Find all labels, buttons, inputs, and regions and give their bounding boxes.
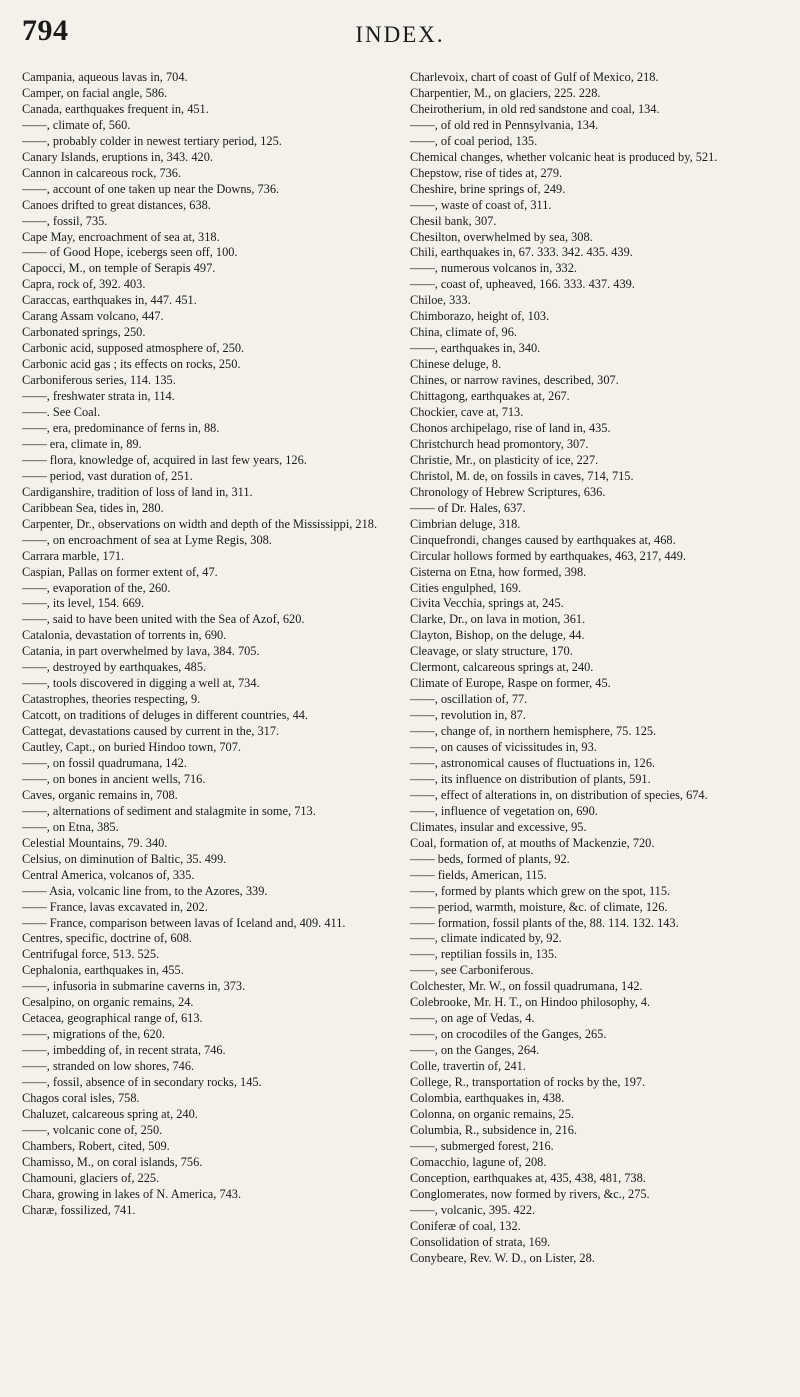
index-entry: ——, destroyed by earthquakes, 485. [22,660,207,675]
index-entry: Civita Vecchia, springs at, 245. [410,596,564,611]
index-entry: Clermont, calcareous springs at, 240. [410,660,594,675]
index-entry: Conglomerates, now formed by rivers, &c., 275. [410,1186,650,1201]
index-entry: ——, on causes of vicissitudes in, 93. [410,740,597,755]
index-entry: ——, reptilian fossils in, 135. [410,947,558,962]
index-entry: Cetacea, geographical range of, 613. [22,1011,203,1026]
index-entry: Cinquefrondi, changes caused by earthquakes at, 468. [410,532,676,547]
index-entry: Climates, insular and excessive, 95. [410,819,587,834]
index-entry: Chimborazo, height of, 103. [410,309,550,324]
index-entry: ——, volcanic cone of, 250. [22,1122,163,1137]
index-entry: Central America, volcanos of, 335. [22,867,195,882]
index-entry: Charæ, fossilized, 741. [22,1202,136,1217]
index-entry: ——, volcanic, 395. 422. [410,1202,536,1217]
index-entry: Caribbean Sea, tides in, 280. [22,500,164,515]
index-entry: Charlevoix, chart of coast of Gulf of Mexico, 218. [410,70,659,84]
index-entry: Cesalpino, on organic remains, 24. [22,995,194,1010]
index-entry: ——, on encroachment of sea at Lyme Regis, 308. [22,532,272,547]
index-entry: ——, probably colder in newest tertiary period, 125. [22,133,282,148]
index-entry: Chara, growing in lakes of N. America, 743. [22,1186,242,1201]
index-entry: Circular hollows formed by earthquakes, 463, 217, 449. [410,548,686,563]
index-entry: Centres, specific, doctrine of, 608. [22,931,193,946]
index-entry: ——, on bones in ancient wells, 716. [22,771,206,786]
index-entry: ——, fossil, 735. [22,213,108,228]
index-entry: ——, on crocodiles of the Ganges, 265. [410,1027,607,1042]
index-entry: Cardiganshire, tradition of loss of land in, 311. [22,484,253,499]
index-entry: ——, climate indicated by, 92. [410,931,562,946]
index-entry: Colebrooke, Mr. H. T., on Hindoo philosophy, 4. [410,995,651,1010]
index-entry: Christol, M. de, on fossils in caves, 714, 715. [410,468,634,483]
index-entry: ——, change of, in northern hemisphere, 75. 125. [410,724,657,739]
index-entry: Chepstow, rise of tides at, 279. [410,165,563,180]
index-entry: Chinese deluge, 8. [410,357,502,372]
index-entry: Colle, travertin of, 241. [410,1059,526,1074]
index-entry: Cautley, Capt., on buried Hindoo town, 707. [22,740,241,755]
index-entry: Chamouni, glaciers of, 225. [22,1170,160,1185]
index-entry: ——, said to have been united with the Sea of Azof, 620. [22,612,305,627]
index-entry: ——, earthquakes in, 340. [410,341,541,356]
index-entry: ——, climate of, 560. [22,117,131,132]
index-entry: ——, fossil, absence of in secondary rocks, 145. [22,1075,262,1090]
index-entry: Cattegat, devastations caused by current in the, 317. [22,724,280,739]
index-entry: Canoes drifted to great distances, 638. [22,197,211,212]
index-entry: ——, its influence on distribution of plants, 591. [410,771,651,786]
index-entry: ——, numerous volcanos in, 332. [410,261,577,276]
index-entry: Chronology of Hebrew Scriptures, 636. [410,484,606,499]
index-entry: Chines, or narrow ravines, described, 307. [410,373,619,388]
index-entry: ——, infusoria in submarine caverns in, 373. [22,979,246,994]
index-entry: Colchester, Mr. W., on fossil quadrumana, 142. [410,979,643,994]
index-entry: ——. See Coal. [22,405,101,420]
index-entry: ——, influence of vegetation on, 690. [410,803,598,818]
page-number: 794 [22,14,69,47]
index-entry: Cimbrian deluge, 318. [410,516,521,531]
index-entry: ——, alternations of sediment and stalagmite in some, 713. [22,803,316,818]
index-entry: Colombia, earthquakes in, 438. [410,1091,565,1105]
running-head: INDEX. [355,22,445,47]
index-entry: Campania, aqueous lavas in, 704. [22,70,188,84]
index-entry: ——, submerged forest, 216. [410,1138,554,1153]
index-entry: ——, on fossil quadrumana, 142. [22,755,187,770]
index-entry: Caraccas, earthquakes in, 447. 451. [22,293,197,308]
index-entry: ——, waste of coast of, 311. [410,197,552,212]
index-entry: ——, revolution in, 87. [410,708,526,723]
index-entry: ——, oscillation of, 77. [410,692,528,707]
index-entry: Capocci, M., on temple of Serapis 497. [22,261,216,276]
index-entry: Carbonic acid gas ; its effects on rocks, 250. [22,357,241,372]
index-entry: Caves, organic remains in, 708. [22,787,178,802]
index-entry: Carbonated springs, 250. [22,325,146,340]
index-entry: Cheshire, brine springs of, 249. [410,181,566,196]
index-entry: ——, migrations of the, 620. [22,1027,165,1042]
index-entry: Centrifugal force, 513. 525. [22,947,160,962]
index-entry: Cities engulphed, 169. [410,580,522,595]
index-entry: Capra, rock of, 392. 403. [22,277,146,292]
index-entry: —— France, comparison between lavas of Iceland and, 409. 411. [22,915,346,930]
index-entry: Cisterna on Etna, how formed, 398. [410,564,587,579]
index-entry: College, R., transportation of rocks by the, 197. [410,1075,646,1090]
index-entry: Chiloe, 333. [410,293,471,308]
index-entry: Colonna, on organic remains, 25. [410,1106,574,1121]
index-entry: Camper, on facial angle, 586. [22,85,168,100]
page-header [22,14,778,54]
index-entry: —— of Good Hope, icebergs seen off, 100. [22,245,238,260]
index-entry: Consolidation of strata, 169. [410,1234,551,1249]
index-entry: Clarke, Dr., on lava in motion, 361. [410,612,586,627]
index-entry: Carbonic acid, supposed atmosphere of, 250. [22,341,245,356]
index-entry: —— period, vast duration of, 251. [22,468,193,483]
index-entry: Chambers, Robert, cited, 509. [22,1138,170,1153]
index-entry: ——, see Carboniferous. [410,963,534,978]
index-entry: ——, on age of Vedas, 4. [410,1011,535,1026]
index-entry: Conception, earthquakes at, 435, 438, 481, 738. [410,1170,646,1185]
index-entry: ——, evaporation of the, 260. [22,580,171,595]
index-entry: China, climate of, 96. [410,325,517,340]
index-entry: Conybeare, Rev. W. D., on Lister, 28. [410,1250,595,1265]
index-entry: —— beds, formed of plants, 92. [410,851,570,866]
index-entry: Christchurch head promontory, 307. [410,436,589,451]
index-entry: Chonos archipelago, rise of land in, 435. [410,420,611,435]
index-entry: —— era, climate in, 89. [22,436,142,451]
index-entry: Coniferæ of coal, 132. [410,1218,521,1233]
index-column-left [22,70,396,1219]
index-entry: Chockier, cave at, 713. [410,405,524,420]
index-entry: Cannon in calcareous rock, 736. [22,165,182,180]
index-entry: Climate of Europe, Raspe on former, 45. [410,676,611,691]
index-entry: Charpentier, M., on glaciers, 225. 228. [410,85,601,100]
index-entry: ——, effect of alterations in, on distribution of species, 674. [410,787,708,802]
index-entry: ——, coast of, upheaved, 166. 333. 437. 439. [410,277,635,292]
index-entry: Chagos coral isles, 758. [22,1091,140,1105]
index-entry: Chesilton, overwhelmed by sea, 308. [410,229,593,244]
index-entry: Clayton, Bishop, on the deluge, 44. [410,628,585,643]
index-entry: Carrara marble, 171. [22,548,125,563]
index-entry: Carang Assam volcano, 447. [22,309,164,324]
index-entry: ——, tools discovered in digging a well at, 734. [22,676,260,691]
index-entry: ——, of old red in Pennsylvania, 134. [410,117,599,132]
index-entry: —— period, warmth, moisture, &c. of climate, 126. [410,899,668,914]
index-entry: —— Asia, volcanic line from, to the Azores, 339. [22,883,268,898]
index-entry: Columbia, R., subsidence in, 216. [410,1122,577,1137]
index-entry: Catalonia, devastation of torrents in, 690. [22,628,227,643]
index-entry: ——, era, predominance of ferns in, 88. [22,420,220,435]
index-entry: Comacchio, lagune of, 208. [410,1154,547,1169]
index-entry: ——, on the Ganges, 264. [410,1043,540,1058]
index-entry: Christie, Mr., on plasticity of ice, 227. [410,452,599,467]
index-entry: Celestial Mountains, 79. 340. [22,835,168,850]
index-entry: —— fields, American, 115. [410,867,547,882]
index-entry: —— of Dr. Hales, 637. [410,500,526,515]
index-entry: ——, imbedding of, in recent strata, 746. [22,1043,226,1058]
index-entry: ——, on Etna, 385. [22,819,119,834]
index-entry: —— France, lavas excavated in, 202. [22,899,208,914]
index-entry: Chittagong, earthquakes at, 267. [410,389,570,404]
index-entry: ——, its level, 154. 669. [22,596,145,611]
index-entry: Chemical changes, whether volcanic heat is produced by, 521. [410,149,718,164]
index-entry: ——, freshwater strata in, 114. [22,389,175,404]
index-entry: ——, formed by plants which grew on the spot, 115. [410,883,671,898]
index-entry: Catania, in part overwhelmed by lava, 384. 705. [22,644,260,659]
index-entry: Caspian, Pallas on former extent of, 47. [22,564,218,579]
index-entry: Cape May, encroachment of sea at, 318. [22,229,220,244]
index-entry: Chaluzet, calcareous spring at, 240. [22,1106,198,1121]
index-entry: Carpenter, Dr., observations on width and depth of the Mississippi, 218. [22,516,378,531]
index-entry: Cheirotherium, in old red sandstone and coal, 134. [410,101,660,116]
index-entry: Canada, earthquakes frequent in, 451. [22,101,209,116]
index-column-right [410,70,786,1266]
index-entry: Carboniferous series, 114. 135. [22,373,176,388]
index-entry: ——, astronomical causes of fluctuations in, 126. [410,755,656,770]
index-entry: Catcott, on traditions of deluges in different countries, 44. [22,708,309,723]
index-entry: Chamisso, M., on coral islands, 756. [22,1154,203,1169]
index-entry: ——, stranded on low shores, 746. [22,1059,195,1074]
index-entry: Celsius, on diminution of Baltic, 35. 499. [22,851,227,866]
index-entry: Cleavage, or slaty structure, 170. [410,644,573,659]
index-entry: ——, account of one taken up near the Downs, 736. [22,181,280,196]
index-entry: ——, of coal period, 135. [410,133,538,148]
index-entry: Chili, earthquakes in, 67. 333. 342. 435. 439. [410,245,633,260]
index-entry: Chesil bank, 307. [410,213,497,228]
index-entry: Catastrophes, theories respecting, 9. [22,692,201,707]
index-entry: Canary Islands, eruptions in, 343. 420. [22,149,213,164]
index-entry: Coal, formation of, at mouths of Mackenzie, 720. [410,835,655,850]
index-entry: —— flora, knowledge of, acquired in last few years, 126. [22,452,307,467]
index-entry: Cephalonia, earthquakes in, 455. [22,963,184,978]
index-entry: —— formation, fossil plants of the, 88. 114. 132. 143. [410,915,679,930]
